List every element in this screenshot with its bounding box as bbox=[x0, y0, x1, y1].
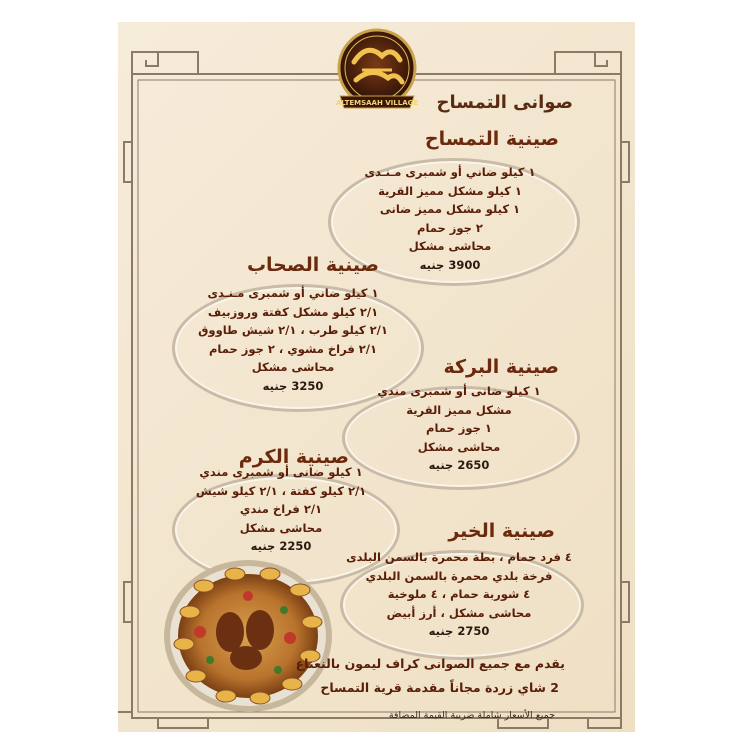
tray-line: ١ كيلو مشكل مميز القرية bbox=[378, 183, 522, 198]
restaurant-logo bbox=[332, 22, 422, 120]
tax-footer: جميع الأسعار شاملة ضريبة القيمة المضافة bbox=[388, 710, 555, 721]
tray-line: ٢/١ كيلو طرب ، ٢/١ شيش طاووق bbox=[198, 323, 388, 337]
menu-page bbox=[118, 22, 635, 732]
tray-line: ١ كيلو ضاني أو شمبرى مـنـدى bbox=[207, 286, 379, 300]
tray-line: محاشى مشكل ، أرز أبيض bbox=[386, 605, 532, 620]
food-tray-image bbox=[160, 552, 335, 717]
tray-line: فرخة بلدي محمرة بالسمن البلدي bbox=[365, 568, 553, 583]
tray-price: 2750 جنيه bbox=[428, 624, 490, 638]
note-free-tea: 2 شاي زردة مجاناً مقدمة قرية التمساح bbox=[320, 680, 559, 695]
tray-line: ١ كيلو ضاني أو شمبرى مـنـدى bbox=[364, 165, 536, 179]
tray-price: 2250 جنيه bbox=[250, 539, 312, 553]
tray-line: محاشى مشكل bbox=[251, 360, 335, 374]
tray-line: مشكل مميز القرية bbox=[406, 402, 512, 417]
tray-title-khair: صينية الخير bbox=[448, 520, 555, 542]
tray-line: ٤ فرد حمام ، بطة محمرة بالسمن البلدى bbox=[346, 550, 572, 564]
tray-line: محاشى مشكل bbox=[417, 439, 501, 454]
tray-items-khair bbox=[344, 548, 574, 640]
tray-price: 3250 جنيه bbox=[262, 378, 324, 393]
tray-title-baraka: صينية البركة bbox=[443, 356, 559, 378]
tray-line: ٢ جوز حمام bbox=[417, 220, 483, 235]
note-lemon-drink: يقدم مع جميع الصوانى كراف ليمون بالنعناع bbox=[295, 656, 565, 671]
tray-title-sohab: صينية الصحاب bbox=[246, 254, 379, 276]
tray-line: ١ كيلو مشكل مميز ضانى bbox=[379, 202, 521, 216]
tray-line: ٤ شوربة حمام ، ٤ ملوخية bbox=[387, 587, 531, 601]
tray-line: ٢/١ فراخ مشوي ، ٢ جوز حمام bbox=[208, 341, 378, 356]
tray-items-baraka bbox=[354, 382, 564, 474]
tray-line: ٢/١ كيلو مشكل كفتة وروزبيف bbox=[207, 304, 379, 319]
tray-line: ١ جوز حمام bbox=[426, 421, 492, 435]
page-title: صوانى التمساح bbox=[436, 92, 573, 113]
logo-caption: ALTEMSAAH VILLAGE bbox=[335, 99, 419, 107]
tray-line: ٢/١ كيلو كفتة ، ٢/١ كيلو شيش bbox=[195, 483, 367, 498]
tray-price: 2650 جنيه bbox=[428, 458, 490, 472]
tray-line: ١ كيلو ضانى أو شمبرى مندي bbox=[377, 384, 541, 398]
tray-line: محاشى مشكل bbox=[239, 520, 323, 535]
tray-title-temsah: صينية التمساح bbox=[424, 128, 559, 150]
tray-line: ١ كيلو ضانى أو شمبرى مندي bbox=[199, 465, 363, 479]
tray-title-karam: صينية الكرم bbox=[238, 446, 349, 468]
tray-items-sohab bbox=[188, 284, 398, 395]
tray-items-karam bbox=[178, 463, 384, 555]
tray-price: 3900 جنيه bbox=[419, 257, 481, 272]
tray-line: محاشى مشكل bbox=[408, 239, 492, 253]
tray-line: ٢/١ فراخ مندي bbox=[239, 502, 323, 516]
